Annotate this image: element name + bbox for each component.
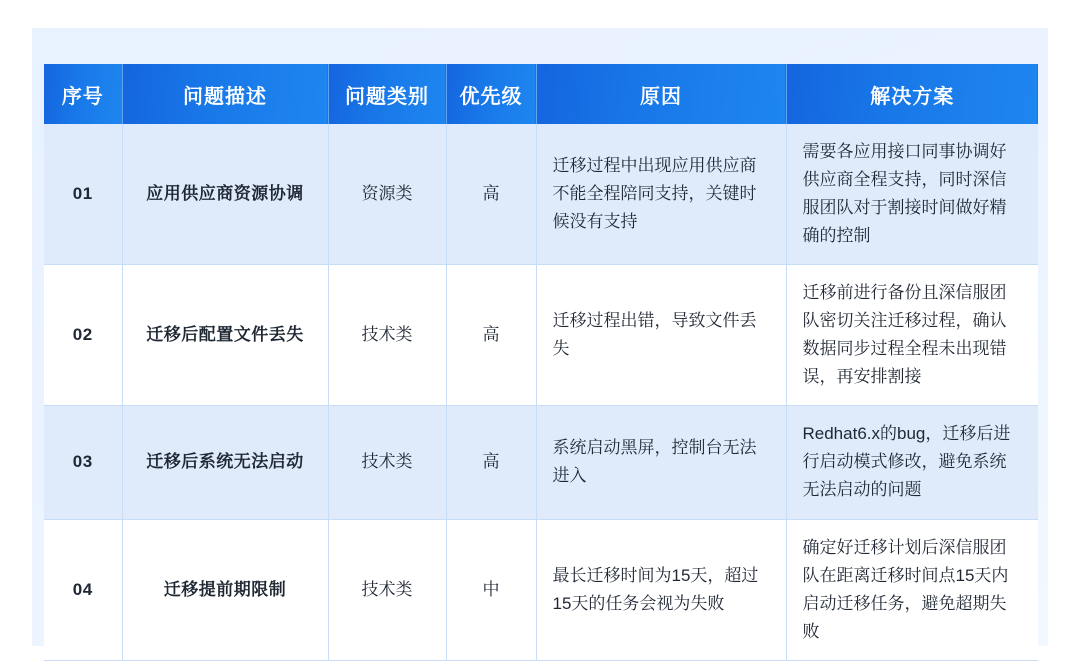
issues-table-container	[44, 64, 1038, 641]
cell-solution: 需要各应用接口同事协调好供应商全程支持，同时深信服团队对于割接时间做好精确的控制	[786, 124, 1038, 265]
table-row	[44, 519, 1038, 660]
cell-reason: 系统启动黑屏，控制台无法进入	[536, 406, 786, 519]
table-row	[44, 406, 1038, 519]
cell-index: 04	[44, 519, 122, 660]
cell-solution: Redhat6.x的bug，迁移后进行启动模式修改，避免系统无法启动的问题	[786, 406, 1038, 519]
cell-priority: 高	[446, 124, 536, 265]
cell-category: 技术类	[328, 265, 446, 406]
issues-table	[44, 64, 1038, 661]
cell-index: 02	[44, 265, 122, 406]
cell-priority: 高	[446, 265, 536, 406]
cell-reason: 迁移过程出错，导致文件丢失	[536, 265, 786, 406]
column-header-category: 问题类别	[328, 64, 446, 124]
cell-reason: 最长迁移时间为15天，超过15天的任务会视为失败	[536, 519, 786, 660]
cell-priority: 中	[446, 519, 536, 660]
column-header-reason: 原因	[536, 64, 786, 124]
cell-index: 01	[44, 124, 122, 265]
cell-description: 迁移提前期限制	[122, 519, 328, 660]
cell-description: 应用供应商资源协调	[122, 124, 328, 265]
cell-description: 迁移后配置文件丢失	[122, 265, 328, 406]
table-header	[44, 64, 1038, 124]
column-header-priority: 优先级	[446, 64, 536, 124]
table-row	[44, 124, 1038, 265]
table-body	[44, 124, 1038, 660]
column-header-index: 序号	[44, 64, 122, 124]
cell-priority: 高	[446, 406, 536, 519]
cell-category: 技术类	[328, 406, 446, 519]
cell-index: 03	[44, 406, 122, 519]
column-header-solution: 解决方案	[786, 64, 1038, 124]
cell-solution: 迁移前进行备份且深信服团队密切关注迁移过程，确认数据同步过程全程未出现错误，再安排割接	[786, 265, 1038, 406]
table-header-row	[44, 64, 1038, 124]
cell-solution: 确定好迁移计划后深信服团队在距离迁移时间点15天内启动迁移任务，避免超期失败	[786, 519, 1038, 660]
cell-description: 迁移后系统无法启动	[122, 406, 328, 519]
cell-reason: 迁移过程中出现应用供应商不能全程陪同支持，关键时候没有支持	[536, 124, 786, 265]
table-row	[44, 265, 1038, 406]
cell-category: 资源类	[328, 124, 446, 265]
cell-category: 技术类	[328, 519, 446, 660]
column-header-description: 问题描述	[122, 64, 328, 124]
